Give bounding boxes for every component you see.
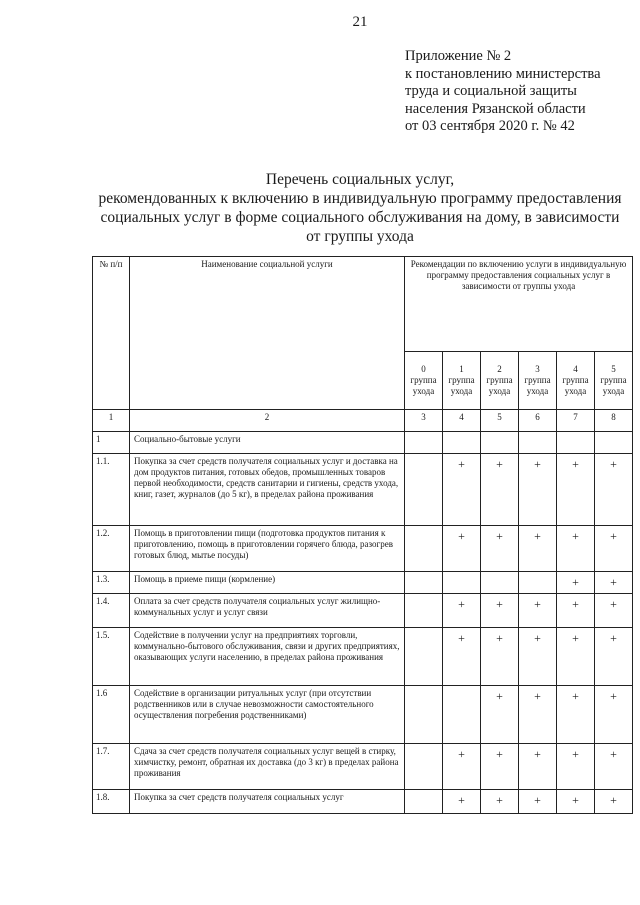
group-mark: +: [557, 526, 595, 572]
group-header: [405, 352, 443, 410]
group-mark: +: [519, 454, 557, 526]
group-mark: +: [443, 526, 481, 572]
group-mark: +: [481, 526, 519, 572]
title-line: рекомендованных к включению в индивидуальную программу предоставления: [98, 190, 622, 207]
appendix-block: [405, 48, 601, 136]
group-mark: +: [595, 526, 633, 572]
header-num: № п/п: [93, 257, 130, 410]
title-line: социальных услуг в форме социального обслуживания на дому, в зависимости: [100, 209, 620, 226]
group-mark: +: [557, 454, 595, 526]
service-name: Социально-бытовые услуги: [130, 432, 405, 454]
group-label: группа ухода: [524, 375, 551, 396]
row-number: 1.1.: [93, 454, 130, 526]
title-line: от группы ухода: [306, 228, 414, 245]
header-name: Наименование социальной услуги: [130, 257, 405, 410]
group-mark: [443, 686, 481, 744]
group-label: группа ухода: [486, 375, 513, 396]
group-number: 1: [459, 364, 464, 374]
service-name: Содействие в организации ритуальных услуг (при отсутствии родственников или в случае невозможности самостоятельного осуществления погребения родственниками): [130, 686, 405, 744]
table-row: [93, 790, 633, 814]
service-name: Помощь в приеме пищи (кормление): [130, 572, 405, 594]
group-mark: [443, 572, 481, 594]
header-recommendations: Рекомендации по включению услуги в индивидуальную программу предоставления социальных услуг в зависимости от группы ухода: [405, 257, 633, 352]
column-number: 3: [405, 410, 443, 432]
group-mark: [519, 432, 557, 454]
column-number: 7: [557, 410, 595, 432]
page-number: 21: [352, 14, 368, 30]
row-number: 1.2.: [93, 526, 130, 572]
group-mark: +: [595, 572, 633, 594]
group-mark: +: [557, 572, 595, 594]
group-mark: [405, 454, 443, 526]
column-numbers-row: [93, 410, 633, 432]
title-line: Перечень социальных услуг,: [265, 171, 455, 188]
group-mark: +: [557, 594, 595, 628]
group-mark: [405, 790, 443, 814]
service-name: Покупка за счет средств получателя социальных услуг и доставка на дом продуктов питания, готовых обедов, промышленных товаров первой необходимости, средств санитарии и гигиены, средств ухода, книг, газет, журналов (до 5 кг), в пределах района проживания: [130, 454, 405, 526]
table-row: [93, 454, 633, 526]
group-mark: [481, 572, 519, 594]
group-mark: +: [443, 744, 481, 790]
group-header: [519, 352, 557, 410]
group-mark: [405, 744, 443, 790]
group-header: [443, 352, 481, 410]
row-number: 1.3.: [93, 572, 130, 594]
group-label: группа ухода: [600, 375, 627, 396]
group-header: [481, 352, 519, 410]
group-mark: [519, 572, 557, 594]
group-mark: [443, 432, 481, 454]
group-mark: +: [519, 526, 557, 572]
group-mark: +: [481, 454, 519, 526]
group-mark: +: [443, 628, 481, 686]
group-mark: +: [481, 686, 519, 744]
group-mark: +: [519, 790, 557, 814]
group-mark: +: [481, 744, 519, 790]
group-mark: +: [519, 594, 557, 628]
group-mark: +: [443, 594, 481, 628]
group-mark: +: [557, 628, 595, 686]
column-number: 4: [443, 410, 481, 432]
appendix-line: Приложение № 2: [405, 48, 512, 64]
table-row: [93, 526, 633, 572]
table-body: [93, 432, 633, 814]
group-mark: +: [595, 454, 633, 526]
row-number: 1.5.: [93, 628, 130, 686]
service-name: Помощь в приготовлении пищи (подготовка продуктов питания к приготовлению, помощь в приготовлении горячего блюда, разогрев готовых блюд, мытье посуды): [130, 526, 405, 572]
document-title: [90, 170, 630, 246]
row-number: 1: [93, 432, 130, 454]
group-header: [557, 352, 595, 410]
group-mark: +: [595, 594, 633, 628]
group-number: 5: [611, 364, 616, 374]
group-mark: +: [481, 790, 519, 814]
table-row: [93, 572, 633, 594]
header-row: [93, 257, 633, 352]
group-mark: [481, 432, 519, 454]
table-row: [93, 594, 633, 628]
appendix-line: населения Рязанской области: [405, 100, 586, 117]
group-mark: [405, 686, 443, 744]
column-number: 2: [130, 410, 405, 432]
group-mark: +: [443, 790, 481, 814]
row-number: 1.8.: [93, 790, 130, 814]
group-mark: [405, 526, 443, 572]
group-header: [595, 352, 633, 410]
group-mark: [405, 572, 443, 594]
row-number: 1.4.: [93, 594, 130, 628]
appendix-line: к постановлению министерства: [405, 65, 601, 82]
row-number: 1.7.: [93, 744, 130, 790]
group-mark: [405, 594, 443, 628]
table-row: [93, 432, 633, 454]
group-number: 2: [497, 364, 502, 374]
group-label: группа ухода: [410, 375, 437, 396]
group-mark: [405, 432, 443, 454]
group-mark: +: [595, 744, 633, 790]
group-number: 0: [421, 364, 426, 374]
group-mark: +: [519, 628, 557, 686]
group-mark: [595, 432, 633, 454]
column-number: 1: [93, 410, 130, 432]
column-number: 8: [595, 410, 633, 432]
appendix-line: труда и социальной защиты: [405, 83, 577, 99]
service-name: Оплата за счет средств получателя социальных услуг жилищно-коммунальных услуг и услуг связи: [130, 594, 405, 628]
group-label: группа ухода: [562, 375, 589, 396]
service-name: Покупка за счет средств получателя социальных услуг: [130, 790, 405, 814]
group-mark: +: [595, 790, 633, 814]
service-name: Содействие в получении услуг на предприятиях торговли, коммунально-бытового обслуживания, связи и других предприятиях, оказывающих услуги населению, в пределах района проживания: [130, 628, 405, 686]
group-label: группа ухода: [448, 375, 475, 396]
group-number: 4: [573, 364, 578, 374]
group-mark: +: [481, 628, 519, 686]
group-number: 3: [535, 364, 540, 374]
group-mark: +: [557, 744, 595, 790]
service-name: Сдача за счет средств получателя социальных услуг вещей в стирку, химчистку, ремонт, обратная их доставка (до 3 кг) в пределах района проживания: [130, 744, 405, 790]
table-row: [93, 744, 633, 790]
group-mark: +: [519, 744, 557, 790]
services-table: [92, 256, 633, 814]
column-number: 5: [481, 410, 519, 432]
table-row: [93, 628, 633, 686]
group-mark: +: [595, 686, 633, 744]
appendix-line: от 03 сентября 2020 г. № 42: [405, 118, 575, 134]
column-number: 6: [519, 410, 557, 432]
row-number: 1.6: [93, 686, 130, 744]
table-row: [93, 686, 633, 744]
group-mark: +: [519, 686, 557, 744]
group-mark: [557, 432, 595, 454]
group-mark: +: [557, 790, 595, 814]
group-mark: [405, 628, 443, 686]
group-mark: +: [481, 594, 519, 628]
group-mark: +: [557, 686, 595, 744]
group-mark: +: [595, 628, 633, 686]
group-mark: +: [443, 454, 481, 526]
